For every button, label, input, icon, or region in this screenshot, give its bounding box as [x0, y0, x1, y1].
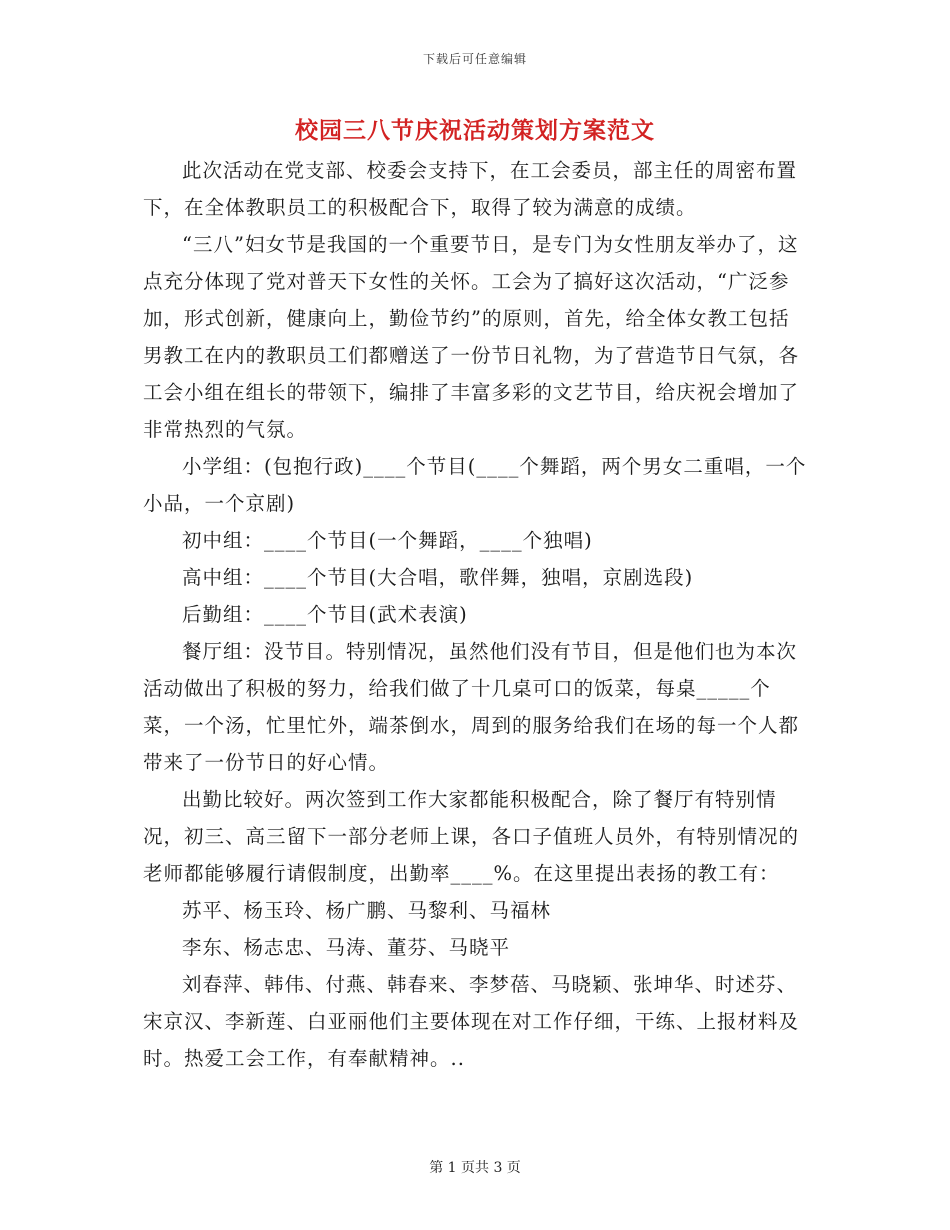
paragraph-junior-group: 初中组：____个节目(一个舞蹈，____个独唱)	[182, 529, 593, 552]
paragraph-senior-group: 高中组：____个节目(大合唱，歌伴舞，独唱，京剧选段)	[182, 566, 694, 589]
document-title: 校园三八节庆祝活动策划方案范文	[295, 117, 655, 144]
paragraph-names-3: 刘春萍、韩伟、付燕、韩春来、李梦蓓、马晓颖、张坤华、时述芬、宋京汉、李新莲、白亚丽他们主要体现在对工作仔细，干练、上报材料及时。热爱工会工作，有奉献精神。..	[143, 973, 800, 1070]
header-note: 下载后可任意编辑	[422, 52, 527, 66]
paragraph-womens-day: “三八”妇女节是我国的一个重要节日，是专门为女性朋友举办了，这点充分体现了党对普天下女性的关怀。工会为了搞好这次活动，“广泛参加，形式创新，健康向上，勤俭节约”的原则，首先，给全体女教工包括男教工在内的教职员工们都赠送了一份节日礼物，为了营造节日气氛，各工会小组在组长的带领下，编排了丰富多彩的文艺节目，给庆祝会增加了非常热烈的气氛。	[143, 233, 800, 441]
paragraph-intro: 此次活动在党支部、校委会支持下，在工会委员，部主任的周密布置下，在全体教职员工的积极配合下，取得了较为满意的成绩。	[143, 159, 798, 219]
paragraph-names-1: 苏平、杨玉玲、杨广鹏、马黎利、马福林	[182, 899, 552, 922]
paragraph-attendance: 出勤比较好。两次签到工作大家都能积极配合，除了餐厅有特别情况，初三、高三留下一部分老师上课，各口子值班人员外，有特别情况的老师都能够履行请假制度，出勤率____%。在这里提出表扬的教工有：	[143, 788, 800, 885]
page-footer: 第 1 页共 3 页	[429, 1160, 521, 1176]
paragraph-canteen-group: 餐厅组：没节目。特别情况，虽然他们没有节目，但是他们也为本次活动做出了积极的努力，给我们做了十几桌可口的饭菜，每桌_____个菜，一个汤，忙里忙外，端茶倒水，周到的服务给我们在场的每一个人都带来了一份节日的好心情。	[143, 640, 800, 774]
paragraph-names-2: 李东、杨志忠、马涛、董芬、马晓平	[182, 936, 511, 959]
paragraph-logistics-group: 后勤组：____个节目(武术表演)	[182, 603, 468, 626]
document-body	[143, 152, 808, 1077]
paragraph-primary-group: 小学组：(包抱行政)____个节目(____个舞蹈，两个男女二重唱，一个小品，一个京剧)	[143, 455, 807, 515]
